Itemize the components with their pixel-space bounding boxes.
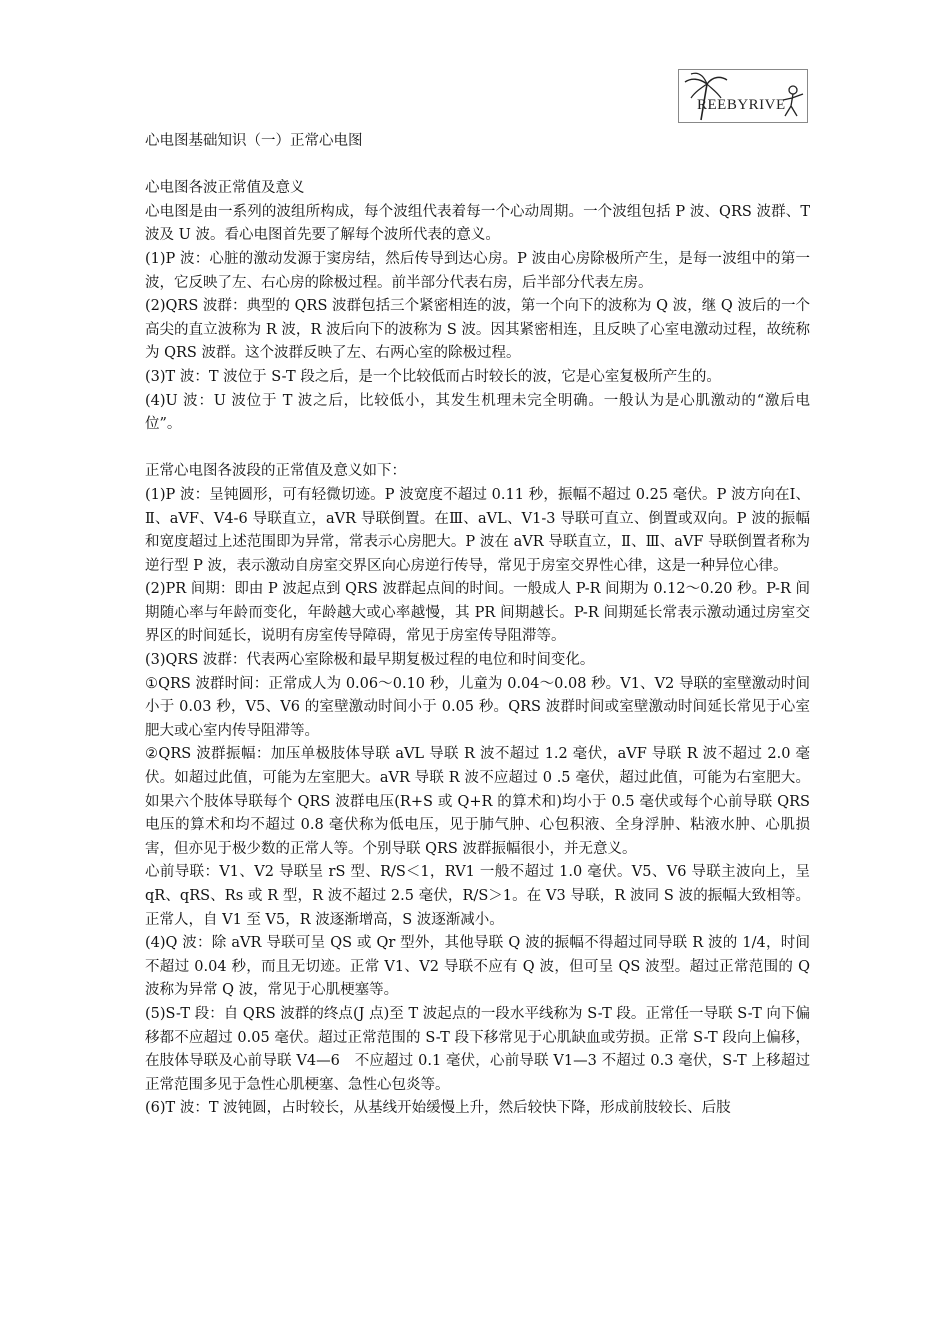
paragraph: 心电图是由一系列的波组所构成，每个波组代表着每一个心动周期。一个波组包括 P 波、QRS 波群、T 波及 U 波。看心电图首先要了解每个波所代表的意义。: [145, 203, 810, 244]
logo-text: REEBYRIVE: [697, 97, 786, 113]
paragraph: (2)QRS 波群：典型的 QRS 波群包括三个紧密相连的波，第一个向下的波称为 Q 波，继 Q 波后的一个高尖的直立波称为 R 波，R 波后向下的波称为 S 波。因其紧密相连，且反映了心室电激动过程，故统称为 QRS 波群。这个波群反映了左、右两心室的除极过程。: [145, 298, 810, 362]
paragraph: (6)T 波：T 波钝圆，占时较长，从基线开始缓慢上升，然后较快下降，形成前肢较长、后肢: [145, 1100, 731, 1117]
paragraph: 心前导联：V1、V2 导联呈 rS 型、R/S＜1，RV1 一般不超过 1.0 毫伏。V5、V6 导联主波向上，呈 qR、qRS、Rs 或 R 型，R 波不超过 2.5 毫伏，R/S＞1。在 V3 导联，R 波同 S 波的振幅大致相等。正常人，自 V1 至 V5，R 波逐渐增高，S 波逐渐减小。: [145, 864, 810, 928]
paragraph: (2)PR 间期：即由 P 波起点到 QRS 波群起点间的时间。一般成人 P-R 间期为 0.12～0.20 秒。P-R 间期随心率与年龄而变化，年龄越大或心率越慢，其 PR 间期越长。P-R 间期延长常表示激动通过房室交界区的时间延长，说明有房室传导障碍，常见于房室传导阻滞等。: [145, 581, 810, 645]
document-body: [145, 130, 810, 1121]
section-heading: 正常心电图各波段的正常值及意义如下：: [145, 463, 406, 480]
paragraph: (3)T 波：T 波位于 S-T 段之后，是一个比较低而占时较长的波，它是心室复极所产生的。: [145, 368, 721, 385]
paragraph: (4)Q 波：除 aVR 导联可呈 QS 或 Qr 型外，其他导联 Q 波的振幅不得超过同导联 R 波的 1/4，时间不超过 0.04 秒，而且无切迹。正常 V1、V2 导联不应有 Q 波，但可呈 QS 波型。超过正常范围的 Q 波称为异常 Q 波，常见于心肌梗塞等。: [145, 935, 810, 999]
paragraph: ②QRS 波群振幅：加压单极肢体导联 aVL 导联 R 波不超过 1.2 毫伏，aVF 导联 R 波不超过 2.0 毫伏。如超过此值，可能为左室肥大。aVR 导联 R 波不应超过 0 .5 毫伏，超过此值，可能为右室肥大。如果六个肢体导联每个 QRS 波群电压(R+S 或 Q+R 的算术和)均小于 0.5 毫伏或每个心前导联 QRS 电压的算术和均不超过 0.8 毫伏称为低电压，见于肺气肿、心包积液、全身浮肿、粘液水肿、心肌损害，但亦见于极少数的正常人等。个别导联 QRS 波群振幅很小，并无意义。: [145, 746, 810, 857]
paragraph: (4)U 波：U 波位于 T 波之后，比较低小，其发生机理未完全明确。一般认为是心肌激动的“激后电位”。: [145, 392, 810, 433]
document-title: 心电图基础知识（一）正常心电图: [145, 133, 363, 149]
paragraph: ①QRS 波群时间：正常成人为 0.06～0.10 秒，儿童为 0.04～0.08 秒。V1、V2 导联的室壁激动时间小于 0.03 秒，V5、V6 的室壁激动时间小于 0.05 秒。QRS 波群时间或室壁激动时间延长常见于心室肥大或心室内传导阻滞等。: [145, 675, 810, 739]
section-heading: 心电图各波正常值及意义: [145, 180, 305, 197]
paragraph: (3)QRS 波群：代表两心室除极和最早期复极过程的电位和时间变化。: [145, 652, 595, 669]
logo: [678, 69, 808, 123]
paragraph: (5)S-T 段：自 QRS 波群的终点(J 点)至 T 波起点的一段水平线称为 S-T 段。正常任一导联 S-T 向下偏移都不应超过 0.05 毫伏。超过正常范围的 S-T 段下移常见于心肌缺血或劳损。正常 S-T 段向上偏移，在肢体导联及心前导联 V4—6 不应超过 0.1 毫伏，心前导联 V1—3 不超过 0.3 毫伏，S-T 上移超过正常范围多见于急性心肌梗塞、急性心包炎等。: [145, 1005, 810, 1093]
paragraph: (1)P 波：呈钝圆形，可有轻微切迹。P 波宽度不超过 0.11 秒，振幅不超过 0.25 毫伏。P 波方向在Ⅰ、Ⅱ、aVF、V4-6 导联直立，aVR 导联倒置。在Ⅲ、aVL、V1-3 导联可直立、倒置或双向。P 波的振幅和宽度超过上述范围即为异常，常表示心房肥大。P 波在 aVR 导联直立，Ⅱ、Ⅲ、aVF 导联倒置者称为逆行型 P 波，表示激动自房室交界区向心房逆行传导，常见于房室交界性心律，这是一种异位心律。: [145, 486, 810, 574]
paragraph: (1)P 波：心脏的激动发源于窦房结，然后传导到达心房。P 波由心房除极所产生，是每一波组中的第一波，它反映了左、右心房的除极过程。前半部分代表右房，后半部分代表左房。: [145, 250, 810, 291]
blank-line: [145, 437, 810, 461]
